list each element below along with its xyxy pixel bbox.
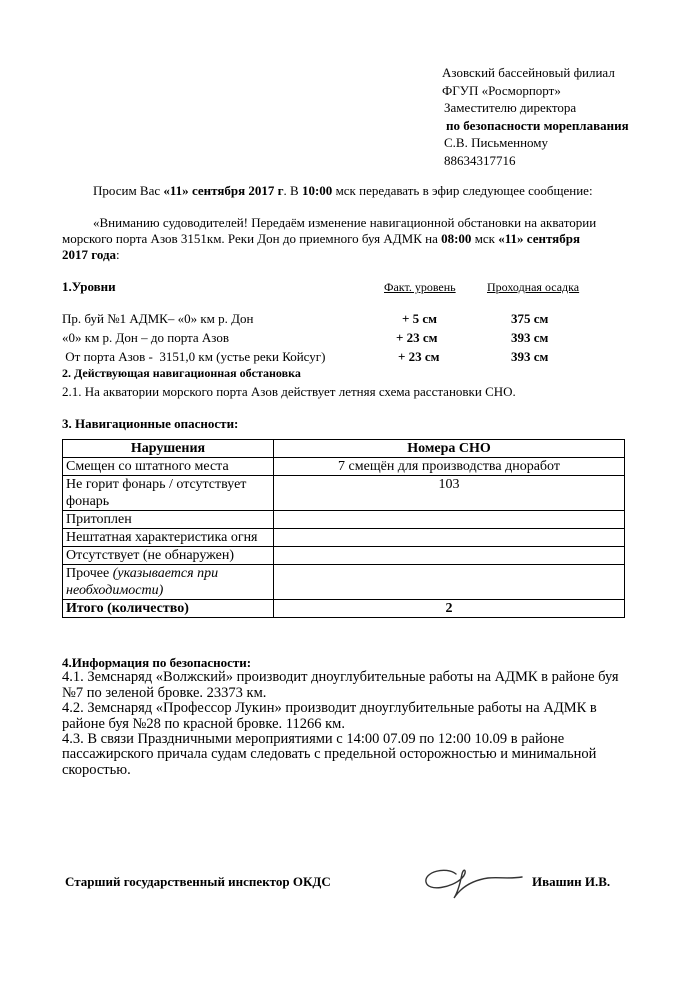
total-label: Итого (количество) — [63, 600, 274, 618]
row-value — [274, 547, 625, 565]
levels-row-1-fact: + 5 см — [402, 311, 438, 326]
safety-item-1: 4.1. Земснаряд «Волжский» производит дноуглубительные работы на АДМК в районе буя №7 по зеленой бровке. 23373 км. — [62, 669, 619, 701]
levels-row-2-draft: 393 см — [511, 330, 549, 345]
other-note: (указывается при необходимости) — [66, 566, 219, 598]
table-row — [63, 547, 625, 565]
levels-row-3-fact: + 23 см — [398, 349, 440, 364]
total-value: 2 — [274, 600, 625, 618]
message-year: 2017 года — [62, 247, 117, 262]
message-line-3 — [62, 247, 120, 263]
levels-col-draft: Проходная осадка — [487, 280, 580, 294]
levels-row-3-label: От порта Азов - 3151,0 км (устье реки Койсуг) — [62, 349, 326, 364]
addressee-org: Азовский бассейновый филиал — [442, 65, 615, 80]
message-tz: мск — [471, 231, 499, 246]
request-line — [93, 183, 593, 199]
addressee-position: Заместителю директора — [444, 100, 577, 115]
table-row — [63, 476, 625, 511]
row-label-other — [63, 565, 274, 600]
levels-row-2-label: «0» км р. Дон – до порта Азов — [62, 330, 229, 345]
message-date: «11» сентября — [498, 231, 580, 246]
row-value — [274, 511, 625, 529]
safety-item-3: 4.3. В связи Праздничными мероприятиями с 14:00 07.09 по 12:00 10.09 в районе пассажирского причала судам следовать с предельной осторожностью и минимальной скоростью. — [62, 731, 597, 778]
row-label: Отсутствует (не обнаружен) — [63, 547, 274, 565]
table-row — [63, 511, 625, 529]
row-value: 7 смещён для производства дноработ — [274, 458, 625, 476]
addressee-position-2: по безопасности мореплавания — [446, 117, 629, 133]
other-label: Прочее — [66, 566, 113, 581]
request-date-rest: сентября 2017 г — [188, 183, 284, 198]
row-value-other — [274, 565, 625, 600]
request-date-day: «11» — [163, 183, 189, 198]
table-row-other — [63, 565, 625, 600]
message-line-2 — [62, 231, 580, 247]
request-time: 10:00 — [301, 183, 333, 198]
request-text-1: Просим Вас — [93, 183, 164, 198]
addressee-company: ФГУП «Росморпорт» — [442, 82, 561, 98]
table-row — [63, 529, 625, 547]
levels-row-3-draft: 393 см — [511, 349, 549, 364]
signature-name: Ивашин И.В. — [532, 874, 611, 889]
request-text-3: мск передавать в эфир следующее сообщение: — [332, 183, 593, 198]
safety-item-2: 4.2. Земснаряд «Профессор Лукин» производит дноуглубительные работы на АДМК в районе буя №28 по красной бровке. 11266 км. — [62, 700, 597, 732]
addressee-block — [442, 64, 629, 169]
situation-text: 2.1. На акватории морского порта Азов действует летняя схема расстановки СНО. — [62, 384, 516, 399]
situation-title: 2. Действующая навигационная обстановка — [62, 366, 301, 380]
levels-row-1-label: Пр. буй №1 АДМК– «0» км р. Дон — [62, 311, 254, 326]
message-time: 08:00 — [441, 231, 472, 246]
row-value — [274, 529, 625, 547]
table-header-row — [63, 440, 625, 458]
signature-position: Старший государственный инспектор ОКДС — [65, 874, 331, 889]
levels-row-1-draft: 375 см — [511, 311, 549, 326]
message-colon: : — [116, 247, 120, 262]
table-row-total — [63, 600, 625, 618]
safety-title: 4.Информация по безопасности: — [62, 655, 252, 670]
levels-row-2-fact: + 23 см — [396, 330, 438, 345]
addressee-name: С.В. Письменному — [444, 135, 549, 150]
hazards-title: 3. Навигационные опасности: — [62, 416, 239, 431]
handwritten-signature — [418, 860, 528, 900]
header-numbers: Номера СНО — [274, 440, 625, 458]
levels-col-fact: Факт. уровень — [384, 280, 456, 294]
safety-block — [62, 655, 642, 778]
message-line-1: «Вниманию судоводителей! Передаём изменение навигационной обстановки на акватории — [93, 215, 597, 230]
hazards-table — [62, 439, 625, 618]
message-text: морского порта Азов 3151км. Реки Дон до приемного буя АДМК на — [62, 231, 442, 246]
request-text-2: . В — [283, 183, 302, 198]
addressee-phone: 88634317716 — [444, 152, 516, 168]
row-value: 103 — [274, 476, 625, 511]
row-label: Нештатная характеристика огня — [63, 529, 274, 547]
row-label: Не горит фонарь / отсутствует фонарь — [63, 476, 274, 511]
levels-title: 1.Уровни — [62, 279, 116, 294]
row-label: Притоплен — [63, 511, 274, 529]
header-violations: Нарушения — [63, 440, 274, 458]
table-row — [63, 458, 625, 476]
row-label: Смещен со штатного места — [63, 458, 274, 476]
